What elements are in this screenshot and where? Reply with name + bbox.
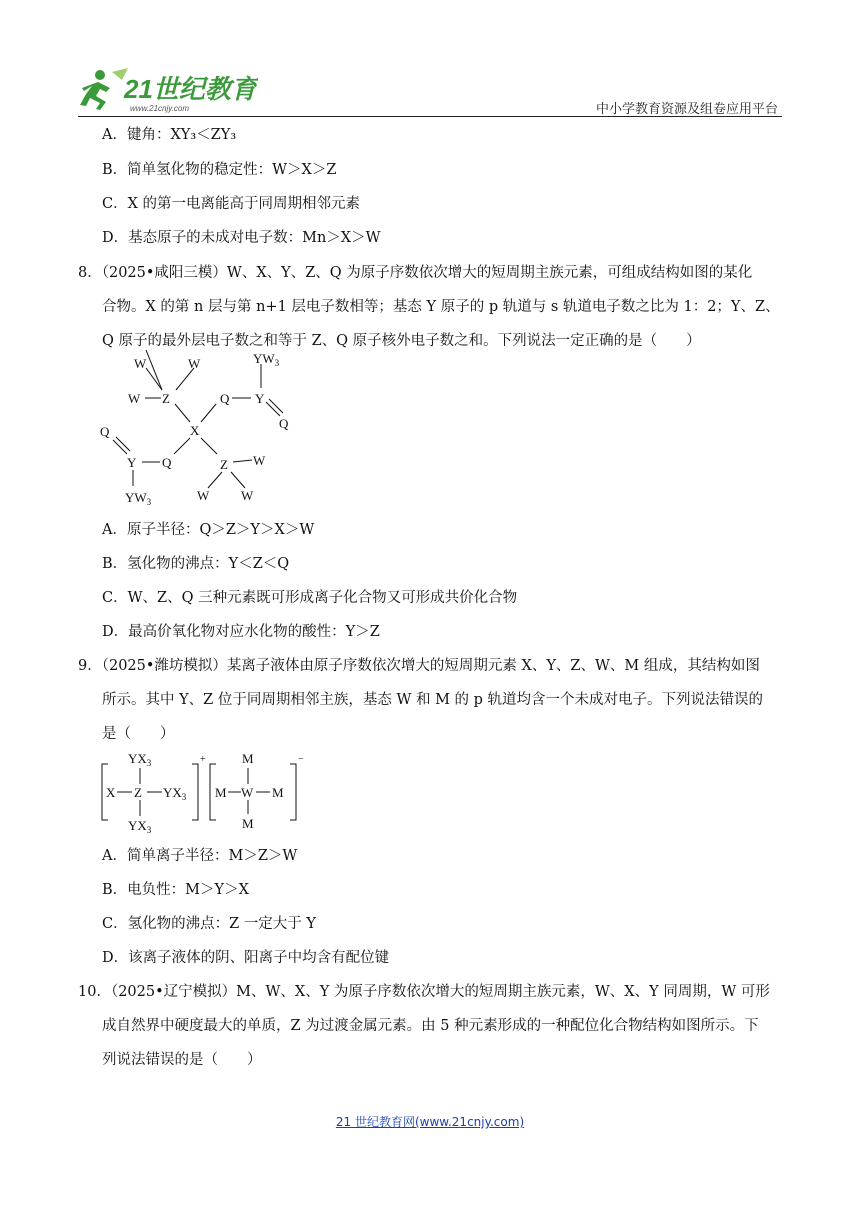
q9-atom-m-left: M: [215, 785, 227, 800]
q9-option-b: B．电负性：M＞Y＞X: [102, 882, 249, 898]
q8-atom-x: X: [190, 423, 200, 438]
q9-atom-m-top: M: [242, 751, 254, 766]
q8-group-yw3-top: $YW_3$: [253, 351, 280, 368]
q8-atom-z1: Z: [162, 391, 170, 406]
q8-stem-line-1: 8．（2025•咸阳三模）W、X、Y、Z、Q 为原子序数依次增大的短周期主族元素，可组成结构如图的某化: [78, 265, 753, 281]
q9-anion-charge: −: [298, 754, 304, 765]
q8-group-yw3-bottom: $YW_3$: [125, 490, 152, 507]
q9-stem-line-2: 所示。其中 Y、Z 位于同周期相邻主族，基态 W 和 M 的 p 轨道均含一个未成对电子。下列说法错误的: [102, 692, 764, 708]
q9-group-yx3-bottom: $YX_3$: [128, 818, 152, 835]
runner-icon: [80, 68, 128, 110]
q8-atom-q4: Q: [162, 455, 172, 470]
q10-stem-line-1: 10．（2025•辽宁模拟）M、W、X、Y 为原子序数依次增大的短周期主族元素，W、X、Y 同周期，W 可形: [78, 984, 770, 1000]
platform-title: 中小学教育资源及组卷应用平台: [595, 102, 778, 117]
logo-text: 21世纪教育: [124, 74, 257, 104]
q10-stem-line-2: 成自然界中硬度最大的单质，Z 为过渡金属元素。由 5 种元素形成的一种配位化合物结构如图所示。下: [102, 1018, 759, 1034]
q8-atom-w5: W: [197, 488, 210, 503]
q9-option-d: D．该离子液体的阴、阳离子中均含有配位键: [102, 950, 390, 966]
page-header: [78, 66, 782, 118]
q9-atom-w: W: [241, 785, 254, 800]
q8-atom-z2: Z: [220, 457, 228, 472]
q9-stem-line-3: 是（ ）: [102, 726, 175, 742]
logo-url: www.21cnjy.com: [130, 104, 189, 113]
header-rule: [78, 116, 782, 117]
q8-option-d: D．最高价氧化物对应水化物的酸性：Y＞Z: [102, 624, 380, 640]
q8-atom-q2: Q: [279, 416, 289, 431]
q9-atom-m-bottom: M: [242, 816, 254, 831]
q8-atom-w2: W: [188, 356, 201, 371]
q7-option-c: C．X 的第一电离能高于同周期相邻元素: [102, 196, 361, 212]
q8-option-b: B．氢化物的沸点：Y＜Z＜Q: [102, 556, 290, 572]
q8-atom-q3: Q: [100, 424, 110, 439]
q9-option-c: C．氢化物的沸点：Z 一定大于 Y: [102, 916, 316, 932]
q7-option-a: A．键角：XY₃＜ZY₃: [102, 127, 237, 143]
q8-atom-y2: Y: [127, 455, 137, 470]
q8-atom-w3: W: [128, 391, 141, 406]
footer-link[interactable]: 21 世纪教育网(www.21cnjy.com): [335, 1115, 525, 1129]
q8-stem-line-2: 合物。X 的第 n 层与第 n+1 层电子数相等；基态 Y 原子的 p 轨道与 s 轨道电子数之比为 1：2；Y、Z、: [102, 299, 780, 315]
q8-atom-y1: Y: [255, 391, 265, 406]
site-logo: [78, 66, 258, 116]
q9-atom-m-right: M: [272, 785, 284, 800]
q8-option-c: C．W、Z、Q 三种元素既可形成离子化合物又可形成共价化合物: [102, 590, 518, 606]
q8-option-a: A．原子半径：Q＞Z＞Y＞X＞W: [102, 522, 315, 538]
q9-option-a: A．简单离子半径：M＞Z＞W: [102, 848, 298, 864]
q10-stem-line-3: 列说法错误的是（ ）: [102, 1052, 262, 1068]
q8-atom-w6: W: [241, 488, 254, 503]
q9-bonds: [102, 764, 296, 820]
q8-atom-w4: W: [253, 453, 266, 468]
q8-structure-diagram: [98, 350, 298, 510]
q9-stem-line-1: 9．（2025•潍坊模拟）某离子液体由原子序数依次增大的短周期元素 X、Y、Z、W、M 组成，其结构如图: [78, 658, 760, 674]
q7-option-d: D．基态原子的未成对电子数：Mn＞X＞W: [102, 230, 381, 246]
q8-atom-q1: Q: [220, 391, 230, 406]
q9-group-yx3-right: $YX_3$: [163, 785, 187, 802]
q8-atom-w1: W: [134, 356, 147, 371]
q9-atom-x: X: [106, 785, 116, 800]
q9-cation-charge: +: [200, 754, 206, 765]
q7-option-b: B．简单氢化物的稳定性：W＞X＞Z: [102, 162, 337, 178]
q9-group-yx3-top: $YX_3$: [128, 751, 152, 768]
q8-stem-line-3: Q 原子的最外层电子数之和等于 Z、Q 原子核外电子数之和。下列说法一定正确的是（ ）: [102, 333, 701, 349]
q9-atom-z: Z: [134, 785, 142, 800]
q9-structure-diagram: [98, 748, 308, 836]
